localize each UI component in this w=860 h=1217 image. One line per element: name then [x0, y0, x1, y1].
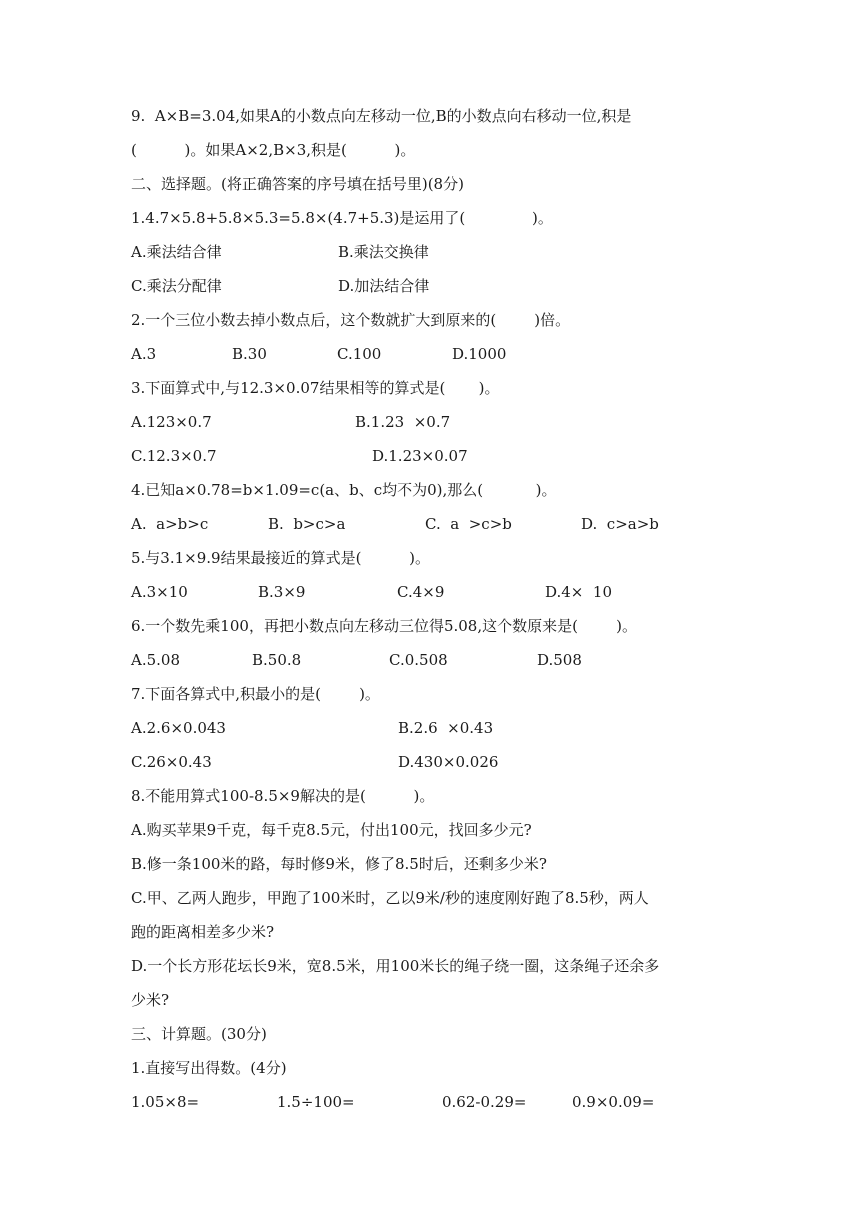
- mc-question-3-stem: 3.下面算式中,与12.3×0.07结果相等的算式是( )。: [131, 379, 500, 397]
- mc-q2-option-d: D.1000: [452, 345, 507, 363]
- mc-q6-option-d: D.508: [537, 651, 582, 669]
- mc-q1-option-b: B.乘法交换律: [338, 243, 429, 261]
- mc-q6-option-b: B.50.8: [252, 651, 302, 669]
- mc-q3-option-a: A.123×0.7: [131, 413, 212, 431]
- calc-item-2: 1.5÷100=: [277, 1093, 355, 1111]
- mc-q8-option-c-line-2: 跑的距离相差多少米?: [131, 923, 275, 941]
- mc-q5-option-b: B.3×9: [258, 583, 306, 601]
- mc-question-6-stem: 6.一个数先乘100，再把小数点向左移动三位得5.08,这个数原来是( )。: [131, 617, 637, 635]
- mc-q7-option-c: C.26×0.43: [131, 753, 212, 771]
- mc-q8-option-b: B.修一条100米的路，每时修9米，修了8.5时后，还剩多少米?: [131, 855, 547, 873]
- mc-question-1-stem: 1.4.7×5.8+5.8×5.3=5.8×(4.7+5.3)是运用了( )。: [131, 209, 553, 227]
- mc-q2-option-a: A.3: [131, 345, 157, 363]
- mc-q3-option-b: B.1.23 ×0.7: [355, 413, 451, 431]
- calc-item-1: 1.05×8=: [131, 1093, 200, 1111]
- mc-q2-option-b: B.30: [232, 345, 267, 363]
- calc-item-3: 0.62-0.29=: [442, 1093, 527, 1111]
- section-2-heading: 二、选择题。(将正确答案的序号填在括号里)(8分): [131, 175, 464, 193]
- q9-line-1: 9. A×B=3.04,如果A的小数点向左移动一位,B的小数点向右移动一位,积是: [131, 107, 632, 125]
- mc-q7-option-a: A.2.6×0.043: [131, 719, 226, 737]
- section-3-heading: 三、计算题。(30分): [131, 1025, 267, 1043]
- calc-item-4: 0.9×0.09=: [572, 1093, 655, 1111]
- mc-q7-option-b: B.2.6 ×0.43: [398, 719, 494, 737]
- mc-q1-option-c: C.乘法分配律: [131, 277, 222, 295]
- mc-q2-option-c: C.100: [337, 345, 382, 363]
- mc-q6-option-a: A.5.08: [131, 651, 180, 669]
- mc-q5-option-c: C.4×9: [397, 583, 445, 601]
- mc-q4-option-d: D. c>a>b: [581, 515, 659, 533]
- mc-q4-option-a: A. a>b>c: [131, 515, 209, 533]
- mc-q5-option-d: D.4× 10: [545, 583, 612, 601]
- mc-question-5-stem: 5.与3.1×9.9结果最接近的算式是( )。: [131, 549, 430, 567]
- section-3-sub-1: 1.直接写出得数。(4分): [131, 1059, 287, 1077]
- mc-question-7-stem: 7.下面各算式中,积最小的是( )。: [131, 685, 380, 703]
- mc-q7-option-d: D.430×0.026: [398, 753, 499, 771]
- mc-q1-option-a: A.乘法结合律: [131, 243, 222, 261]
- mc-q8-option-d-line-1: D.一个长方形花坛长9米，宽8.5米，用100米长的绳子绕一圈，这条绳子还余多: [131, 957, 660, 975]
- mc-q1-option-d: D.加法结合律: [338, 277, 430, 295]
- mc-question-2-stem: 2.一个三位小数去掉小数点后，这个数就扩大到原来的( )倍。: [131, 311, 571, 329]
- mc-q3-option-c: C.12.3×0.7: [131, 447, 217, 465]
- mc-q3-option-d: D.1.23×0.07: [372, 447, 468, 465]
- mc-q8-option-c-line-1: C.甲、乙两人跑步，甲跑了100米时，乙以9米/秒的速度刚好跑了8.5秒，两人: [131, 889, 649, 907]
- mc-q6-option-c: C.0.508: [389, 651, 448, 669]
- mc-q8-option-d-line-2: 少米?: [131, 991, 170, 1009]
- q9-line-2: ( )。如果A×2,B×3,积是( )。: [131, 141, 416, 159]
- mc-q5-option-a: A.3×10: [131, 583, 188, 601]
- mc-q8-option-a: A.购买苹果9千克，每千克8.5元，付出100元，找回多少元?: [131, 821, 532, 839]
- mc-question-8-stem: 8.不能用算式100-8.5×9解决的是( )。: [131, 787, 435, 805]
- mc-q4-option-b: B. b>c>a: [268, 515, 346, 533]
- mc-question-4-stem: 4.已知a×0.78=b×1.09=c(a、b、c均不为0),那么( )。: [131, 481, 557, 499]
- mc-q4-option-c: C. a >c>b: [425, 515, 512, 533]
